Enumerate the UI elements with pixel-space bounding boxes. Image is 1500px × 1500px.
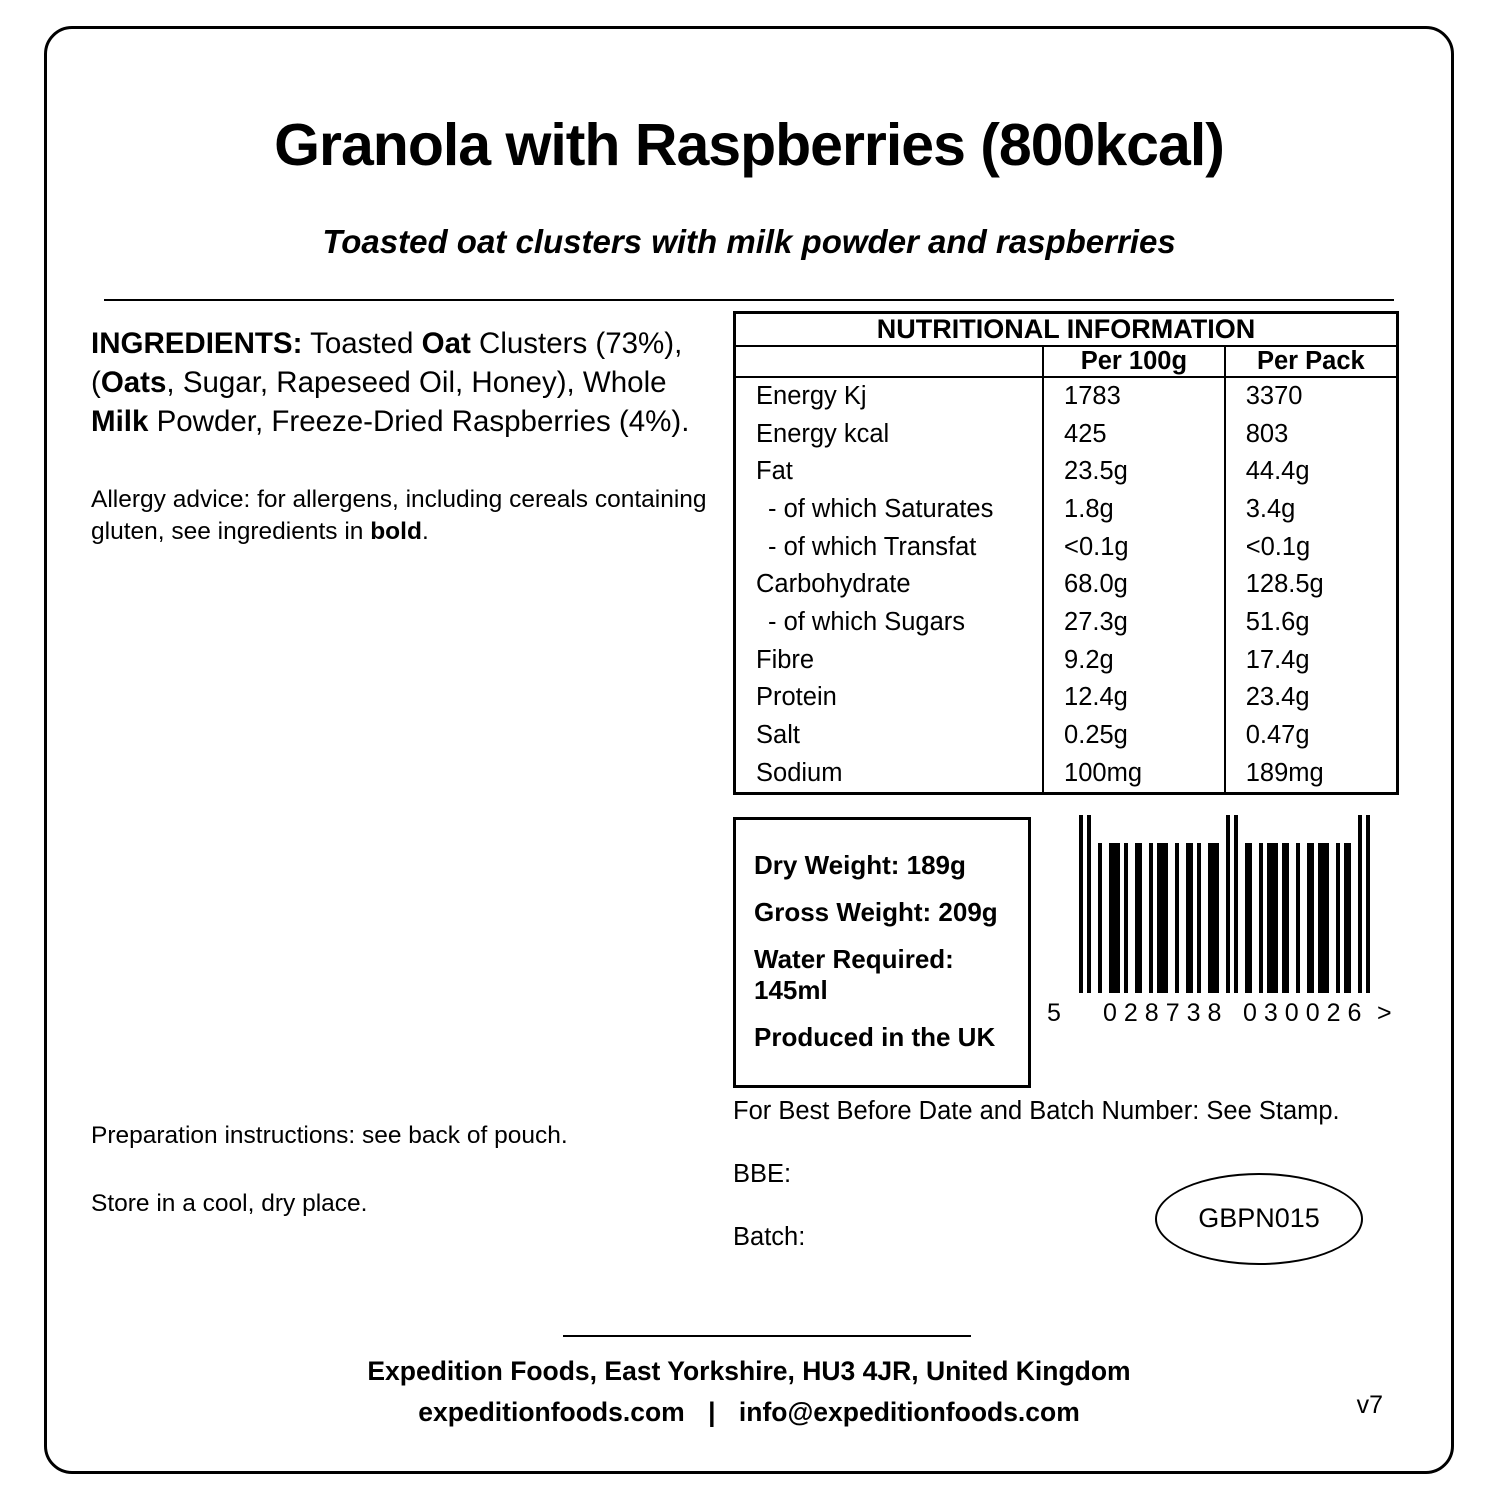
divider-bottom xyxy=(563,1335,971,1337)
website-link[interactable]: expeditionfoods.com xyxy=(418,1397,685,1428)
nutrient-per-100g: 23.5g xyxy=(1043,453,1225,491)
country-of-origin: Produced in the UK xyxy=(754,1021,996,1052)
allergy-text-2: . xyxy=(421,517,429,545)
nutrient-per-100g: 68.0g xyxy=(1043,566,1225,604)
table-row xyxy=(735,416,1398,454)
allergy-advice xyxy=(91,484,711,548)
nutrient-name: Fat xyxy=(735,453,1044,491)
nutrient-per-pack: 128.5g xyxy=(1245,570,1324,599)
barcode-group-2: 030026 xyxy=(1243,998,1369,1027)
barcode-lead-digit: 5 xyxy=(1047,998,1061,1027)
table-row xyxy=(735,377,1398,416)
barcode-group-1: 028738 xyxy=(1103,998,1229,1027)
nutrient-name: Fibre xyxy=(735,642,1044,680)
table-row xyxy=(735,529,1398,567)
table-row xyxy=(735,679,1398,717)
storage-instructions: Store in a cool, dry place. xyxy=(91,1189,368,1217)
nutrient-per-100g: 9.2g xyxy=(1043,642,1225,680)
nutrient-per-100g: 12.4g xyxy=(1043,679,1225,717)
table-row xyxy=(735,717,1398,755)
nutrient-name: Sodium xyxy=(735,755,1044,794)
table-row xyxy=(735,566,1398,604)
nutrient-per-pack: 189mg xyxy=(1245,758,1324,787)
ingredients-allergen-milk: Milk xyxy=(91,404,149,438)
footer-separator: | xyxy=(708,1397,716,1428)
barcode-bars xyxy=(1079,815,1387,993)
ingredients-heading: INGREDIENTS: xyxy=(91,326,303,360)
ingredients-text-4: Powder, Freeze-Dried Raspberries (4%). xyxy=(148,404,690,438)
weights-box xyxy=(733,817,1031,1088)
nutrient-per-pack: 44.4g xyxy=(1245,457,1310,486)
barcode xyxy=(1047,815,1392,1029)
bbe-field: BBE: xyxy=(733,1159,792,1188)
nutrition-table xyxy=(733,311,1399,795)
nutrient-per-pack: 803 xyxy=(1245,419,1289,448)
preparation-block xyxy=(91,1120,731,1256)
batch-field: Batch: xyxy=(733,1222,806,1251)
allergy-text-1: Allergy advice: for allergens, including cereals containing gluten, see ingredients in xyxy=(91,485,707,545)
ingredients-text-2: Clusters (73%), ( xyxy=(91,326,683,399)
table-row xyxy=(735,755,1398,794)
nutrient-per-100g: 100mg xyxy=(1043,755,1225,794)
best-before-note: For Best Before Date and Batch Number: See Stamp. xyxy=(733,1096,1340,1125)
footer-contacts xyxy=(47,1392,1451,1433)
email-link[interactable]: info@expeditionfoods.com xyxy=(738,1397,1080,1428)
product-subtitle: Toasted oat clusters with milk powder and raspberries xyxy=(322,222,1176,260)
nutrition-title: NUTRITIONAL INFORMATION xyxy=(735,312,1398,346)
nutrition-rows xyxy=(735,377,1398,794)
barcode-trail-symbol: > xyxy=(1377,998,1392,1027)
ingredients-allergen-oat: Oat xyxy=(421,326,471,360)
table-row xyxy=(735,642,1398,680)
allergy-bold-word: bold xyxy=(370,517,422,545)
gross-weight: Gross Weight: 209g xyxy=(754,896,998,927)
company-address: Expedition Foods, East Yorkshire, HU3 4JR, United Kingdom xyxy=(367,1356,1131,1386)
nutrient-per-100g: <0.1g xyxy=(1043,529,1225,567)
divider-top xyxy=(104,299,1394,301)
nutrient-name: Protein xyxy=(735,679,1044,717)
nutrient-per-pack: 23.4g xyxy=(1245,683,1310,712)
ingredients-allergen-oats: Oats xyxy=(100,365,167,399)
product-label xyxy=(44,26,1454,1474)
nutrient-per-pack: 17.4g xyxy=(1245,645,1310,674)
ingredients-block xyxy=(91,325,711,442)
page-title: Granola with Raspberries (800kcal) xyxy=(274,112,1224,178)
nutrient-per-pack: 3370 xyxy=(1245,381,1303,410)
nutrient-name: Carbohydrate xyxy=(735,566,1044,604)
preparation-instructions: Preparation instructions: see back of pouch. xyxy=(91,1121,568,1149)
version-label: v7 xyxy=(1356,1391,1383,1419)
table-row xyxy=(735,453,1398,491)
barcode-digits xyxy=(1047,998,1392,1029)
nutrient-per-100g: 425 xyxy=(1043,416,1225,454)
nutrient-per-pack: 3.4g xyxy=(1245,494,1296,523)
nutrient-per-100g: 1.8g xyxy=(1043,491,1225,529)
nutrient-per-pack: <0.1g xyxy=(1245,532,1311,561)
nutrient-per-pack: 0.47g xyxy=(1245,720,1310,749)
nutrient-name: Energy Kj xyxy=(735,377,1044,416)
table-row xyxy=(735,491,1398,529)
nutrition-panel xyxy=(733,311,1399,795)
dry-weight: Dry Weight: 189g xyxy=(754,849,966,880)
nutrition-col-header-0 xyxy=(735,346,1044,377)
nutrient-per-pack: 51.6g xyxy=(1245,607,1310,636)
nutrient-name: - of which Saturates xyxy=(735,491,1044,529)
nutrient-per-100g: 0.25g xyxy=(1043,717,1225,755)
nutrient-name: Salt xyxy=(735,717,1044,755)
nutrition-col-header-2: Per Pack xyxy=(1225,346,1398,377)
nutrient-per-100g: 27.3g xyxy=(1043,604,1225,642)
nutrient-per-100g: 1783 xyxy=(1043,377,1225,416)
ingredients-text-3: , Sugar, Rapeseed Oil, Honey), Whole xyxy=(166,365,667,399)
nutrient-name: - of which Transfat xyxy=(735,529,1044,567)
table-row xyxy=(735,604,1398,642)
left-column xyxy=(91,325,711,548)
ingredients-text-1: Toasted xyxy=(302,326,422,360)
water-required: Water Required: 145ml xyxy=(754,943,954,1005)
nutrition-col-header-1: Per 100g xyxy=(1043,346,1225,377)
product-code-badge: GBPN015 xyxy=(1155,1173,1363,1265)
nutrient-name: Energy kcal xyxy=(735,416,1044,454)
footer xyxy=(47,1351,1451,1433)
nutrient-name: - of which Sugars xyxy=(735,604,1044,642)
